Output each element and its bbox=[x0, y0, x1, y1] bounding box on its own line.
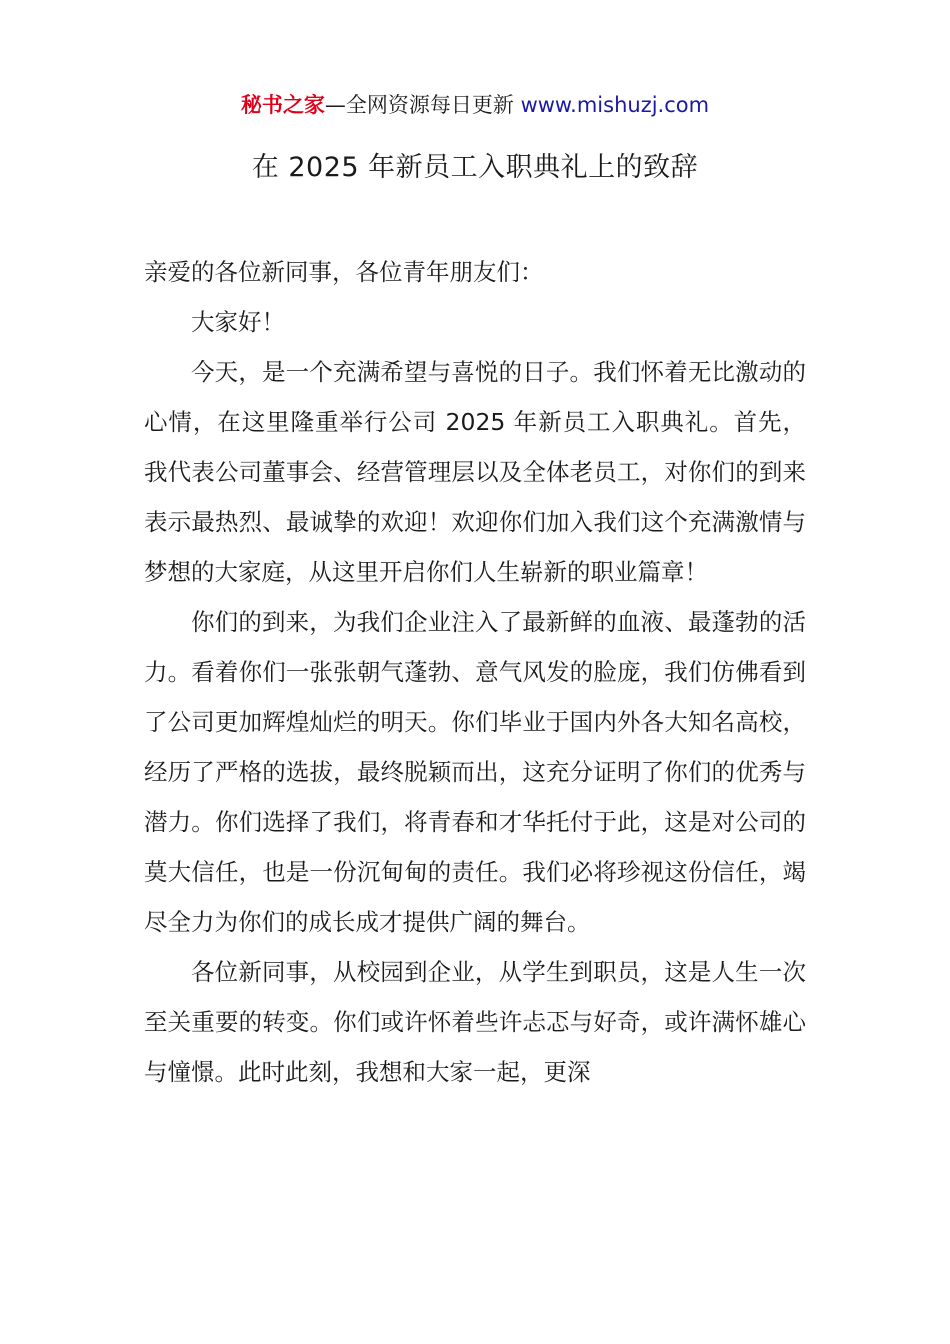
paragraph-greeting: 大家好！ bbox=[191, 308, 285, 336]
header-tagline: —全网资源每日更新 bbox=[324, 93, 521, 117]
site-url-link[interactable]: www.mishuzj.com bbox=[520, 93, 710, 117]
document-title: 在 2025 年新员工入职典礼上的致辞 bbox=[251, 152, 699, 183]
paragraph-new-blood: 你们的到来，为我们企业注入了最新鲜的血液、最蓬勃的活力。看着你们一张张朝气蓬勃、意气风发的脸庞，我们仿佛看到了公司更加辉煌灿烂的明天。你们毕业于国内外各大知名高校，经历了严格的选拔，最终脱颖而出，这充分证明了你们的优秀与潜力。你们选择了我们，将青春和才华托付于此，这是对公司的莫大信任，也是一份沉甸甸的责任。我们必将珍视这份信任，竭尽全力为你们的成长成才提供广阔的舞台。 bbox=[144, 608, 806, 936]
paragraph-welcome: 今天，是一个充满希望与喜悦的日子。我们怀着无比激动的心情，在这里隆重举行公司 2025 年新员工入职典礼。首先，我代表公司董事会、经营管理层以及全体老员工，对你们的到来表示最热烈、最诚挚的欢迎！欢迎你们加入我们这个充满激情与梦想的大家庭，从这里开启你们人生崭新的职业篇章！ bbox=[144, 358, 806, 586]
paragraph-transition: 各位新同事，从校园到企业，从学生到职员，这是人生一次至关重要的转变。你们或许怀着些许忐忑与好奇，或许满怀雄心与憧憬。此时此刻，我想和大家一起，更深 bbox=[144, 958, 806, 1086]
document-body bbox=[144, 247, 806, 1097]
salutation: 亲爱的各位新同事，各位青年朋友们： bbox=[144, 258, 544, 286]
brand-name: 秘书之家 bbox=[240, 93, 325, 117]
site-header bbox=[0, 88, 950, 122]
